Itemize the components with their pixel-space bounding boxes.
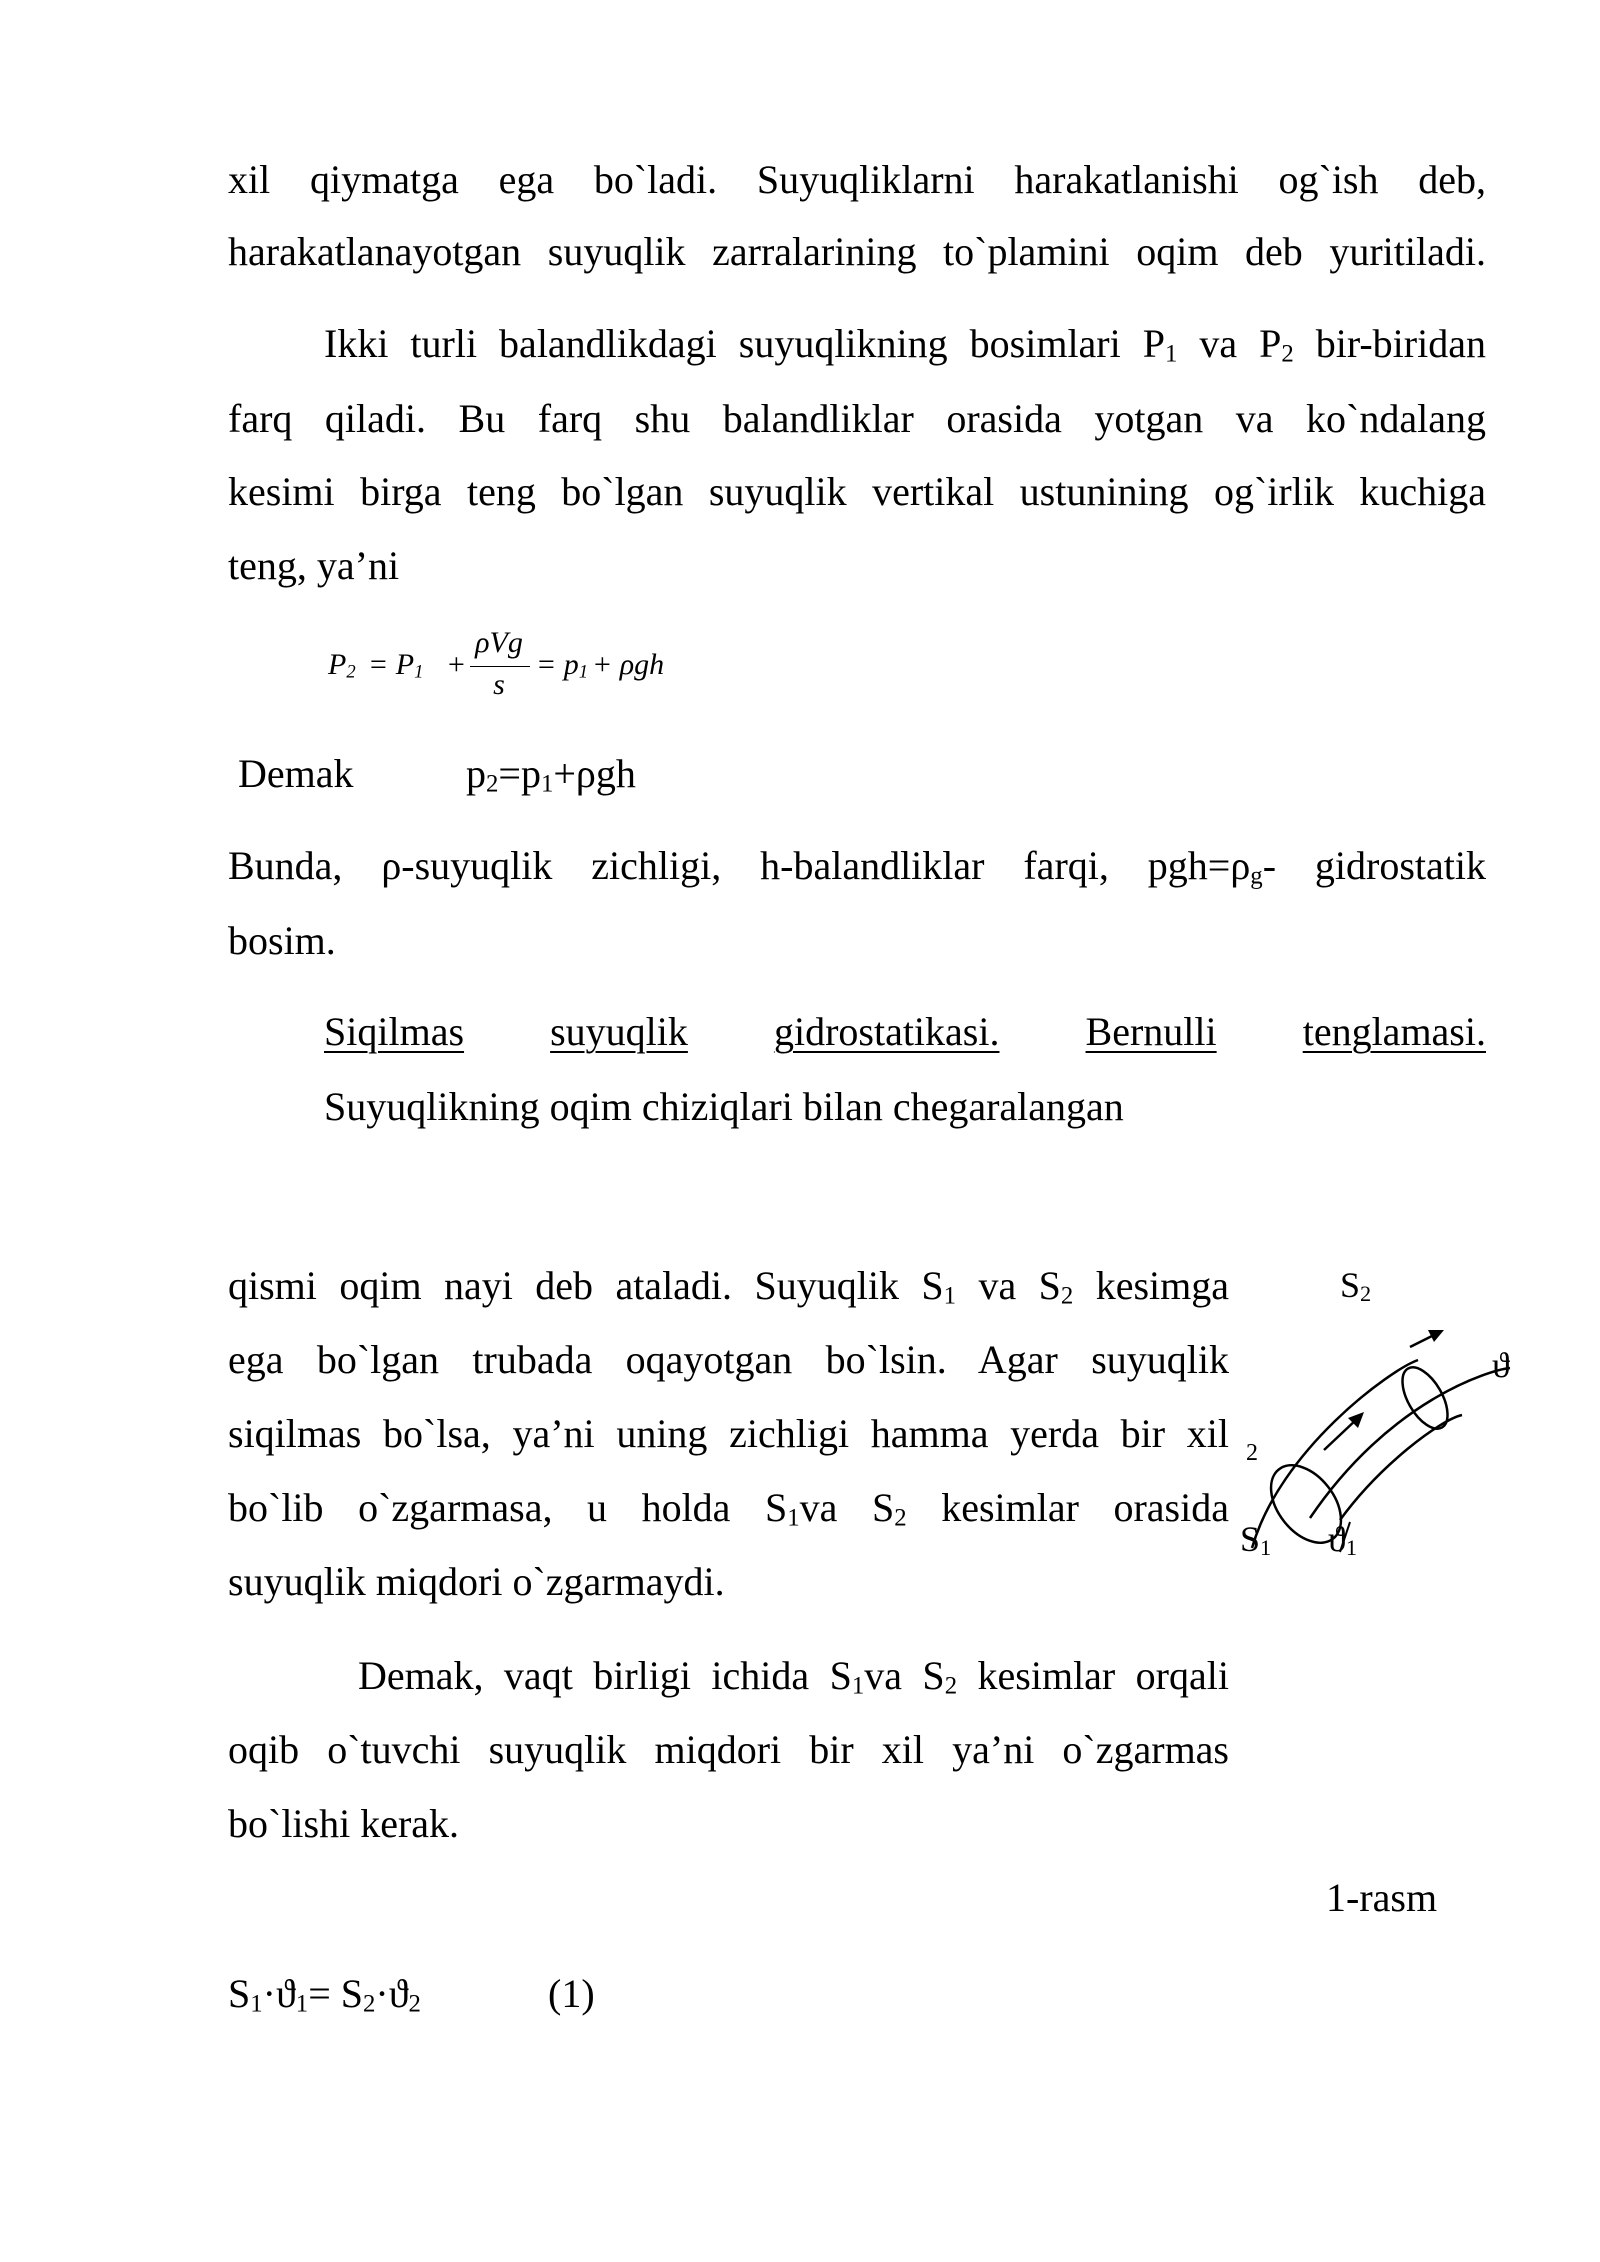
equation-1 <box>228 1970 421 2018</box>
figure-caption: 1-rasm <box>1326 1875 1438 1920</box>
subscript: 1 <box>295 1990 309 2018</box>
subscript: 1 <box>1260 1535 1272 1561</box>
fraction-bar <box>470 666 530 667</box>
formula-p2: P <box>328 648 347 681</box>
flow-tube-figure <box>1240 1250 1560 1590</box>
paragraph2-line3: kesimi birga teng bo`lgan suyuqlik vertikal ustunining og`irlik kuchiga <box>228 469 1486 514</box>
eq-s: S <box>228 1971 251 2016</box>
cross-section-s2 <box>1393 1360 1456 1436</box>
equation-number: (1) <box>548 1971 595 2016</box>
demak-formula <box>466 750 636 798</box>
subscript: 1 <box>943 1282 957 1310</box>
demak-rho-gh: +ρgh <box>553 751 636 796</box>
paragraph3-line3: siqilmas bo`lsa, ya’ni uning zichligi hamma yerda bir xil <box>228 1411 1229 1456</box>
paragraph4-text-c: kesimlar orqali <box>957 1653 1229 1698</box>
paragraph3-text-c: kesimga <box>1073 1263 1229 1308</box>
formula-rho-gh: + ρgh <box>592 648 665 681</box>
subscript: 1 <box>1345 1535 1357 1561</box>
label-s1-text: S <box>1240 1519 1261 1559</box>
eq-theta: ·ϑ <box>262 1971 296 2016</box>
label-s1 <box>1240 1518 1271 1560</box>
label-theta1-text: ϑ <box>1328 1519 1346 1559</box>
subscript: 2 <box>408 1990 421 2018</box>
label-theta: ϑ <box>1492 1345 1510 1385</box>
formula-denominator: s <box>493 668 505 701</box>
paragraph1-line1: xil qiymatga ega bo`ladi. Suyuqliklarni harakatlanishi og`ish deb, <box>228 157 1486 202</box>
paragraph3-text-b: va S <box>956 1263 1061 1308</box>
paragraph2-text-b: va P <box>1177 321 1282 366</box>
subscript: 1 <box>540 770 554 798</box>
paragraph3-line1 <box>228 1262 1229 1310</box>
paragraph3-line2: ega bo`lgan trubada oqayotgan bo`lsin. Agar suyuqlik <box>228 1337 1229 1382</box>
paragraph2-line2: farq qiladi. Bu farq shu balandliklar orasida yotgan va ko`ndalang <box>228 396 1486 441</box>
label-theta1 <box>1328 1518 1357 1560</box>
eq-theta: ·ϑ <box>375 1971 409 2016</box>
heading-word: Bernulli <box>1085 1009 1217 1054</box>
label-2: 2 <box>1246 1440 1258 1466</box>
label-s2-text: S <box>1340 1265 1361 1305</box>
label-s2 <box>1340 1264 1371 1306</box>
streamline-arc <box>1310 1368 1510 1518</box>
bunda-text-a: Bunda, ρ-suyuqlik zichligi, h-balandliklar farqi, pgh=ρ <box>228 843 1251 888</box>
formula-1 <box>328 626 668 706</box>
formula-eq-p1: = P <box>368 648 415 681</box>
paragraph2-line1 <box>324 320 1486 368</box>
heading-word: gidrostatikasi. <box>773 1009 1000 1054</box>
subscript: 1 <box>414 661 424 683</box>
paragraph3-line5: suyuqlik miqdori o`zgarmaydi. <box>228 1559 725 1604</box>
paragraph4-line2: oqib o`tuvchi suyuqlik miqdori bir xil ya’ni o`zgarmas <box>228 1727 1229 1772</box>
section-heading <box>324 1008 1486 1056</box>
paragraph4-text-b: va S <box>864 1653 945 1698</box>
subscript: 2 <box>346 661 356 683</box>
paragraph3-text-e: va S <box>799 1485 895 1530</box>
heading-word: Siqilmas <box>324 1009 465 1054</box>
heading-word: suyuqlik <box>550 1009 688 1054</box>
subscript: 1 <box>578 661 589 683</box>
formula-plus: + <box>446 648 467 681</box>
formula-eq-p1-lower: = p <box>536 648 579 681</box>
subscript: 2 <box>894 1504 907 1532</box>
eq-equals-s: = S <box>308 1971 363 2016</box>
formula-numerator: ρVg <box>475 626 523 659</box>
subscript: 2 <box>1360 1281 1372 1307</box>
demak-eq: =p <box>498 751 541 796</box>
subscript: 2 <box>944 1672 958 1700</box>
demak-p: p <box>466 751 486 796</box>
paragraph2-line4: teng, ya’ni <box>228 543 400 588</box>
subscript: 2 <box>486 770 499 798</box>
demak-label: Demak <box>238 751 354 796</box>
subscript: 1 <box>250 1990 263 2018</box>
bunda-line2: bosim. <box>228 918 336 963</box>
subscript: 2 <box>1060 1282 1074 1310</box>
bunda-line1 <box>228 842 1486 890</box>
subscript: 2 <box>1281 340 1294 368</box>
paragraph1-line2: harakatlanayotgan suyuqlik zarralarining to`plamini oqim deb yuritiladi. <box>228 229 1486 274</box>
tube-lower-wall <box>1340 1415 1462 1520</box>
flow-tube-diagram <box>1240 1250 1560 1590</box>
subscript: 1 <box>851 1672 865 1700</box>
paragraph4-text-a: Demak, vaqt birligi ichida S <box>358 1653 852 1698</box>
paragraph3-text-d: bo`lib o`zgarmasa, u holda S <box>228 1485 788 1530</box>
heading-word: tenglamasi. <box>1302 1009 1486 1054</box>
bunda-text-b: - gidrostatik <box>1262 843 1486 888</box>
paragraph4-line1 <box>358 1652 1229 1700</box>
subscript: 1 <box>1164 340 1178 368</box>
heading-line2: Suyuqlikning oqim chiziqlari bilan chegaralangan <box>324 1084 1124 1129</box>
paragraph3-text-a: qismi oqim nayi deb ataladi. Suyuqlik S <box>228 1263 944 1308</box>
paragraph3-text-f: kesimlar orasida <box>906 1485 1229 1530</box>
paragraph3-line4 <box>228 1484 1229 1532</box>
paragraph4-line3: bo`lishi kerak. <box>228 1801 460 1846</box>
paragraph2-text-a: Ikki turli balandlikdagi suyuqlikning bosimlari P <box>324 321 1165 366</box>
subscript: g <box>1250 862 1263 890</box>
subscript: 2 <box>363 1990 376 2018</box>
paragraph2-text-c: bir-biridan <box>1293 321 1486 366</box>
subscript: 1 <box>787 1504 800 1532</box>
